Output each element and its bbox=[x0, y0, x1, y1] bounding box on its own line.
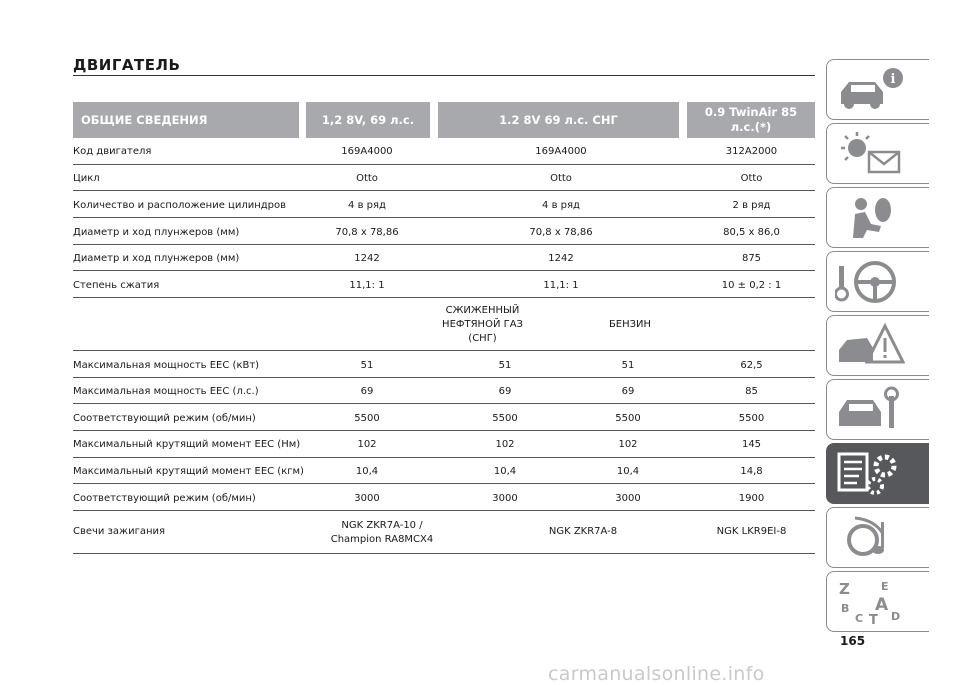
row-value: 875 bbox=[741, 253, 762, 264]
row-label: Максимальная мощность ЕЕС (кВт) bbox=[73, 360, 260, 371]
row-value: 145 bbox=[741, 439, 762, 450]
tab-specs-gears[interactable] bbox=[826, 443, 929, 504]
spark-value-3: NGK LKR9EI-8 bbox=[716, 526, 787, 537]
row-value: 312A2000 bbox=[725, 146, 778, 157]
row-divider bbox=[73, 297, 815, 298]
fuel-petrol-label: БЕНЗИН bbox=[608, 319, 652, 330]
fuel-lpg-label bbox=[400, 304, 565, 346]
specs-gears-icon bbox=[835, 450, 905, 498]
row-divider bbox=[73, 430, 815, 431]
tab-lights-mail[interactable] bbox=[826, 123, 929, 184]
svg-text:A: A bbox=[875, 595, 889, 615]
row-divider bbox=[73, 457, 815, 458]
row-label: Степень сжатия bbox=[73, 280, 160, 291]
media-note-icon bbox=[835, 514, 905, 562]
header-col3 bbox=[687, 102, 815, 138]
row-value: 4 в ряд bbox=[542, 200, 580, 211]
row-value: 2 в ряд bbox=[732, 200, 771, 211]
row-value: 85 bbox=[745, 386, 758, 397]
svg-text:E: E bbox=[881, 580, 889, 593]
row-divider bbox=[73, 483, 815, 484]
header-col3-line1: 0.9 TwinAir 85 bbox=[704, 105, 798, 119]
row-divider bbox=[73, 553, 815, 554]
row-value: 169A4000 bbox=[341, 146, 393, 157]
spark-value-1-line1: NGK ZKR7A-10 / bbox=[341, 520, 423, 531]
row-value: 5500 bbox=[738, 413, 765, 424]
row-value: 10 ± 0,2 : 1 bbox=[721, 280, 782, 291]
row-label: Код двигателя bbox=[73, 146, 152, 157]
svg-text:D: D bbox=[891, 610, 901, 623]
header-col2 bbox=[438, 102, 679, 138]
row-label: Цикл bbox=[73, 173, 100, 184]
tab-media[interactable] bbox=[826, 507, 929, 568]
row-value: 1900 bbox=[738, 493, 765, 504]
row-label: Соответствующий режим (об/мин) bbox=[73, 413, 256, 424]
row-value: 1242 bbox=[354, 253, 380, 264]
row-value: 51 bbox=[498, 360, 512, 371]
row-label: Свечи зажигания bbox=[73, 526, 166, 537]
header-col3-line2: л.с.(*) bbox=[730, 120, 772, 134]
row-divider bbox=[73, 350, 815, 351]
row-value: 51 bbox=[360, 360, 374, 371]
row-value: 5500 bbox=[615, 413, 641, 424]
row-divider bbox=[73, 510, 815, 511]
row-value: Otto bbox=[740, 173, 763, 184]
lights-mail-icon bbox=[835, 130, 905, 178]
row-label: Диаметр и ход плунжеров (мм) bbox=[73, 253, 240, 264]
fuel-lpg-line3: (СНГ) bbox=[468, 333, 497, 344]
index-letters-icon bbox=[835, 578, 905, 626]
row-value: 11,1: 1 bbox=[349, 280, 385, 291]
row-value: 69 bbox=[498, 386, 512, 397]
row-value: 10,4 bbox=[616, 466, 640, 477]
row-value: 102 bbox=[618, 439, 638, 450]
row-label: Количество и расположение цилиндров bbox=[73, 200, 287, 211]
row-label: Максимальная мощность ЕЕС (л.с.) bbox=[73, 386, 259, 397]
row-value: 102 bbox=[495, 439, 515, 450]
row-value: 3000 bbox=[354, 493, 380, 504]
row-value: 1242 bbox=[548, 253, 574, 264]
row-label: Соответствующий режим (об/мин) bbox=[73, 493, 256, 504]
row-value: 102 bbox=[357, 439, 377, 450]
row-value: 5500 bbox=[354, 413, 380, 424]
svg-text:C: C bbox=[855, 612, 864, 625]
tab-car-info[interactable] bbox=[826, 59, 929, 120]
row-value: 69 bbox=[360, 386, 374, 397]
tab-index[interactable] bbox=[826, 571, 929, 632]
header-col1 bbox=[306, 102, 430, 138]
spark-value-2: NGK ZKR7A-8 bbox=[548, 526, 618, 537]
row-divider bbox=[73, 217, 815, 218]
watermark: carmanualsonline.info bbox=[548, 663, 765, 685]
fuel-lpg-line1: СЖИЖЕННЫЙ bbox=[445, 305, 520, 316]
row-divider bbox=[73, 164, 815, 165]
svg-text:i: i bbox=[890, 72, 896, 87]
spark-value-1-line2: Champion RA8MCX4 bbox=[330, 534, 434, 545]
row-label: Максимальный крутящий момент ЕЕС (кгм) bbox=[73, 466, 304, 477]
header-col1-label: 1,2 8V, 69 л.с. bbox=[321, 112, 415, 127]
tab-steering-key[interactable] bbox=[826, 251, 929, 312]
row-divider bbox=[73, 190, 815, 191]
header-general bbox=[73, 102, 299, 138]
car-info-icon bbox=[835, 66, 905, 114]
row-value: 3000 bbox=[492, 493, 518, 504]
title-rule bbox=[73, 75, 815, 76]
row-value: 70,8 x 78,86 bbox=[529, 227, 593, 238]
table-row-spark-plugs bbox=[73, 519, 815, 549]
svg-text:B: B bbox=[841, 602, 850, 615]
row-divider bbox=[73, 377, 815, 378]
row-value: 14,8 bbox=[740, 466, 763, 477]
row-value: 62,5 bbox=[740, 360, 763, 371]
tab-seat-airbag[interactable] bbox=[826, 187, 929, 248]
spark-value-1 bbox=[302, 519, 462, 547]
row-value: 70,8 x 78,86 bbox=[335, 227, 399, 238]
row-value: Otto bbox=[356, 173, 378, 184]
page-title: ДВИГАТЕЛЬ bbox=[73, 56, 181, 74]
row-divider bbox=[73, 270, 815, 271]
header-col2-label: 1.2 8V 69 л.с. СНГ bbox=[499, 112, 618, 127]
row-value: 10,4 bbox=[493, 466, 517, 477]
tab-accident-warning[interactable] bbox=[826, 315, 929, 376]
row-value: 69 bbox=[621, 386, 635, 397]
row-divider bbox=[73, 403, 815, 404]
row-value: Otto bbox=[550, 173, 572, 184]
row-value: 3000 bbox=[615, 493, 641, 504]
row-value: 80,5 x 86,0 bbox=[723, 227, 780, 238]
row-value: 169A4000 bbox=[535, 146, 587, 157]
svg-text:Z: Z bbox=[839, 580, 850, 598]
header-general-label: ОБЩИЕ СВЕДЕНИЯ bbox=[81, 113, 208, 127]
seat-airbag-icon bbox=[835, 194, 905, 242]
accident-warning-icon bbox=[835, 322, 905, 370]
row-value: 10,4 bbox=[355, 466, 379, 477]
car-wrench-icon bbox=[835, 386, 905, 434]
row-value: 5500 bbox=[492, 413, 518, 424]
row-value: 4 в ряд bbox=[348, 200, 386, 211]
row-label: Диаметр и ход плунжеров (мм) bbox=[73, 227, 240, 238]
row-label: Максимальный крутящий момент ЕЕС (Нм) bbox=[73, 439, 301, 450]
row-value: 51 bbox=[621, 360, 635, 371]
row-value: 11,1: 1 bbox=[543, 280, 579, 291]
tab-car-wrench[interactable] bbox=[826, 379, 929, 440]
fuel-lpg-line2: НЕФТЯНОЙ ГАЗ bbox=[442, 319, 523, 330]
steering-wheel-key-icon bbox=[835, 258, 905, 306]
page-number: 165 bbox=[840, 634, 866, 648]
svg-text:T: T bbox=[869, 613, 878, 626]
row-divider bbox=[73, 244, 815, 245]
